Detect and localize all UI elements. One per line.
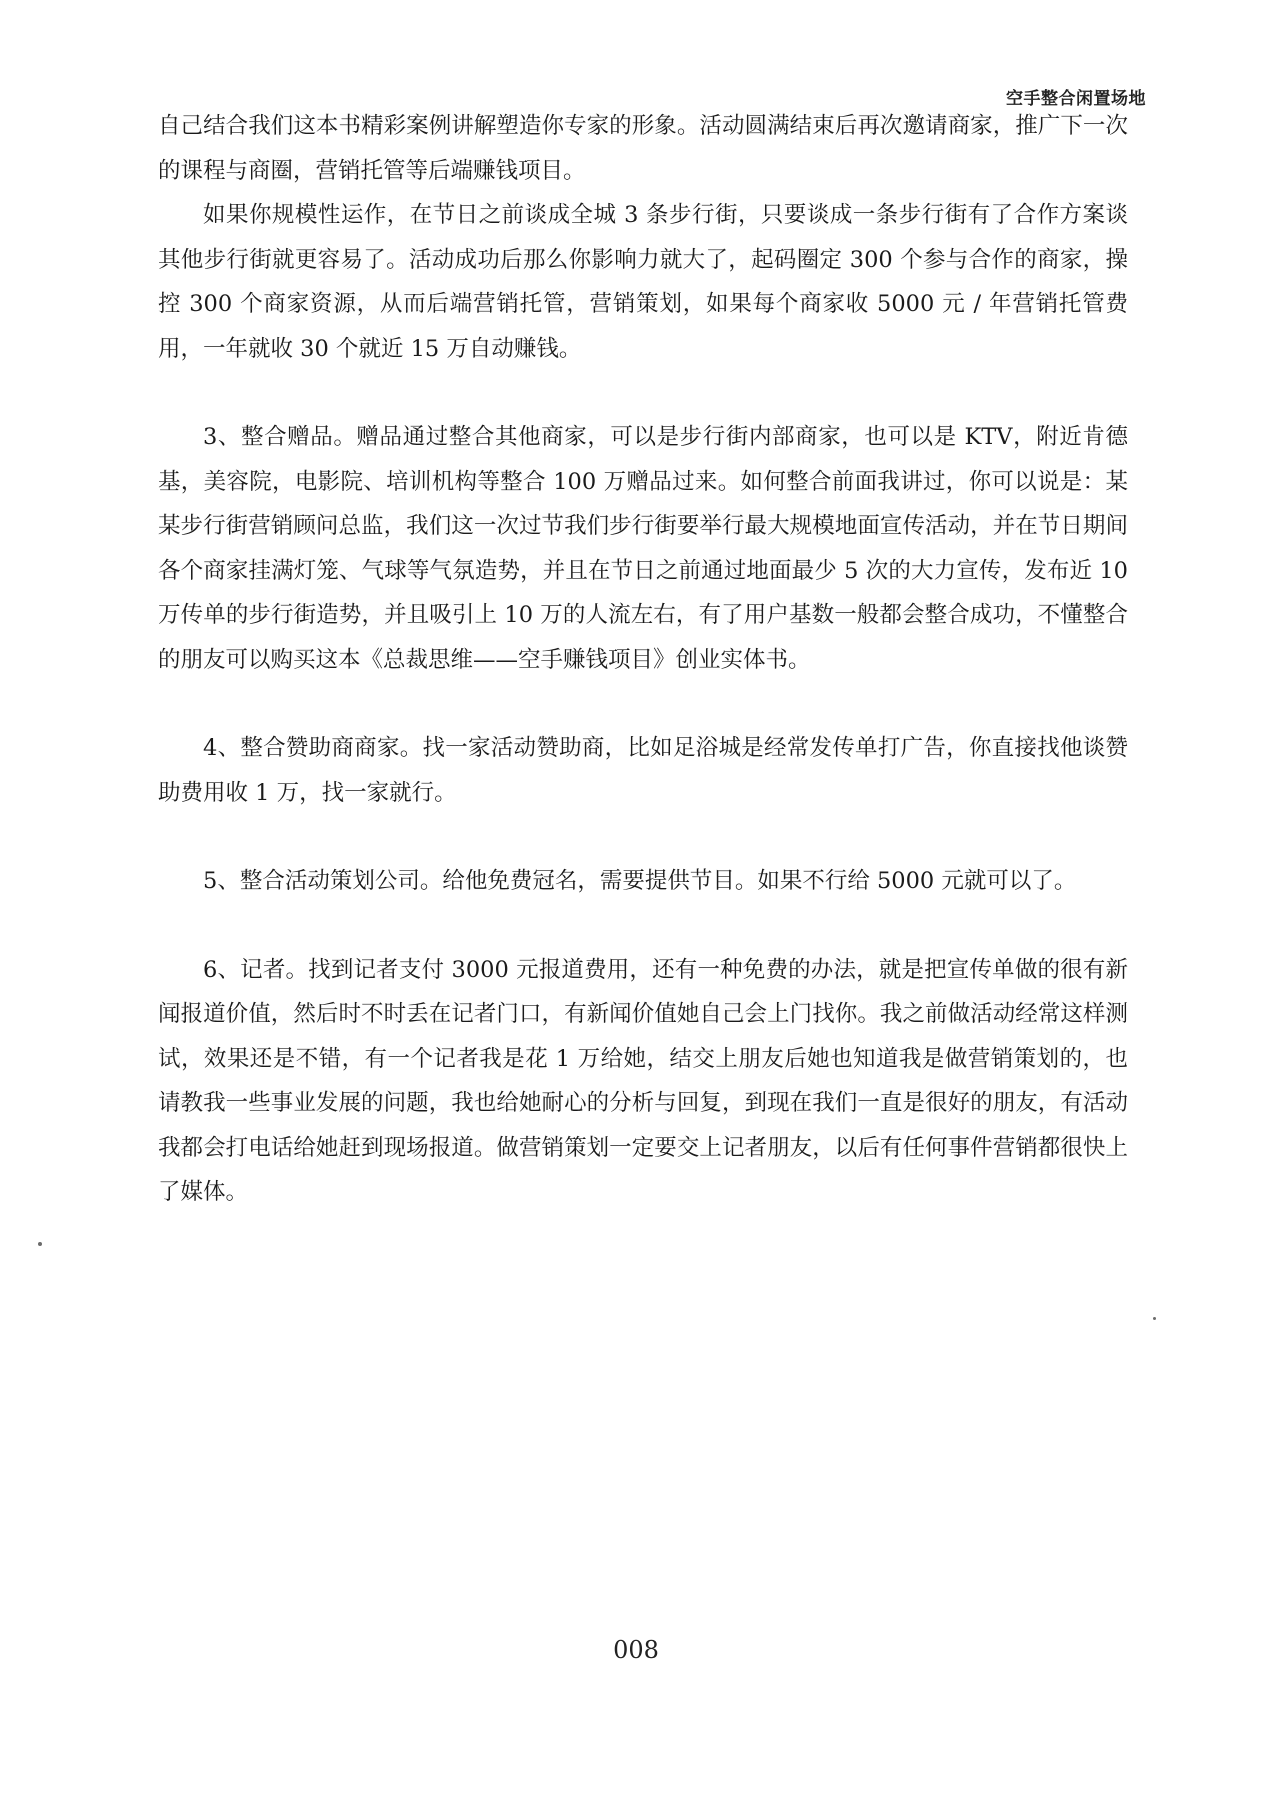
body-text: [158, 104, 1128, 1215]
scan-speck: [38, 1242, 42, 1246]
paragraph-continued: 自己结合我们这本书精彩案例讲解塑造你专家的形象。活动圆满结束后再次邀请商家，推广下一次的课程与商圈，营销托管等后端赚钱项目。: [158, 113, 1128, 184]
paragraph-integrate-sponsors: 4、整合赞助商商家。找一家活动赞助商，比如足浴城是经常发传单打广告，你直接找他谈赞助费用收 1 万，找一家就行。: [158, 735, 1128, 806]
paragraph-journalists: 6、记者。找到记者支付 3000 元报道费用，还有一种免费的办法，就是把宣传单做的很有新闻报道价值，然后时不时丢在记者门口，有新闻价值她自己会上门找你。我之前做活动经常这样测试，效果还是不错，有一个记者我是花 1 万给她，结交上朋友后她也知道我是做营销策划的，也请教我一些事业发展的问题，我也给她耐心的分析与回复，到现在我们一直是很好的朋友，有活动我都会打电话给她赶到现场报道。做营销策划一定要交上记者朋友，以后有任何事件营销都很快上了媒体。: [158, 956, 1128, 1205]
page-number: 008: [613, 1636, 659, 1664]
scan-speck: [1153, 1317, 1156, 1320]
paragraph-integrate-gifts: 3、整合赠品。赠品通过整合其他商家，可以是步行街内部商家，也可以是 KTV，附近肯德基，美容院，电影院、培训机构等整合 100 万赠品过来。如何整合前面我讲过，你可以说是：某某步行街营销顾问总监，我们这一次过节我们步行街要举行最大规模地面宣传活动，并在节日期间各个商家挂满灯笼、气球等气氛造势，并且在节日之前通过地面最少 5 次的大力宣传，发布近 10 万传单的步行街造势，并且吸引上 10 万的人流左右，有了用户基数一般都会整合成功，不懂整合的朋友可以购买这本《总裁思维——空手赚钱项目》创业实体书。: [158, 424, 1128, 673]
running-header: 空手整合闲置场地: [1006, 89, 1146, 109]
paragraph-integrate-event-planning: 5、整合活动策划公司。给他免费冠名，需要提供节目。如果不行给 5000 元就可以了。: [203, 868, 1077, 894]
paragraph-scale-operation: 如果你规模性运作，在节日之前谈成全城 3 条步行街，只要谈成一条步行街有了合作方案谈其他步行街就更容易了。活动成功后那么你影响力就大了，起码圈定 300 个参与合作的商家，操控 300 个商家资源，从而后端营销托管，营销策划，如果每个商家收 5000 元 / 年营销托管费用，一年就收 30 个就近 15 万自动赚钱。: [158, 202, 1128, 362]
